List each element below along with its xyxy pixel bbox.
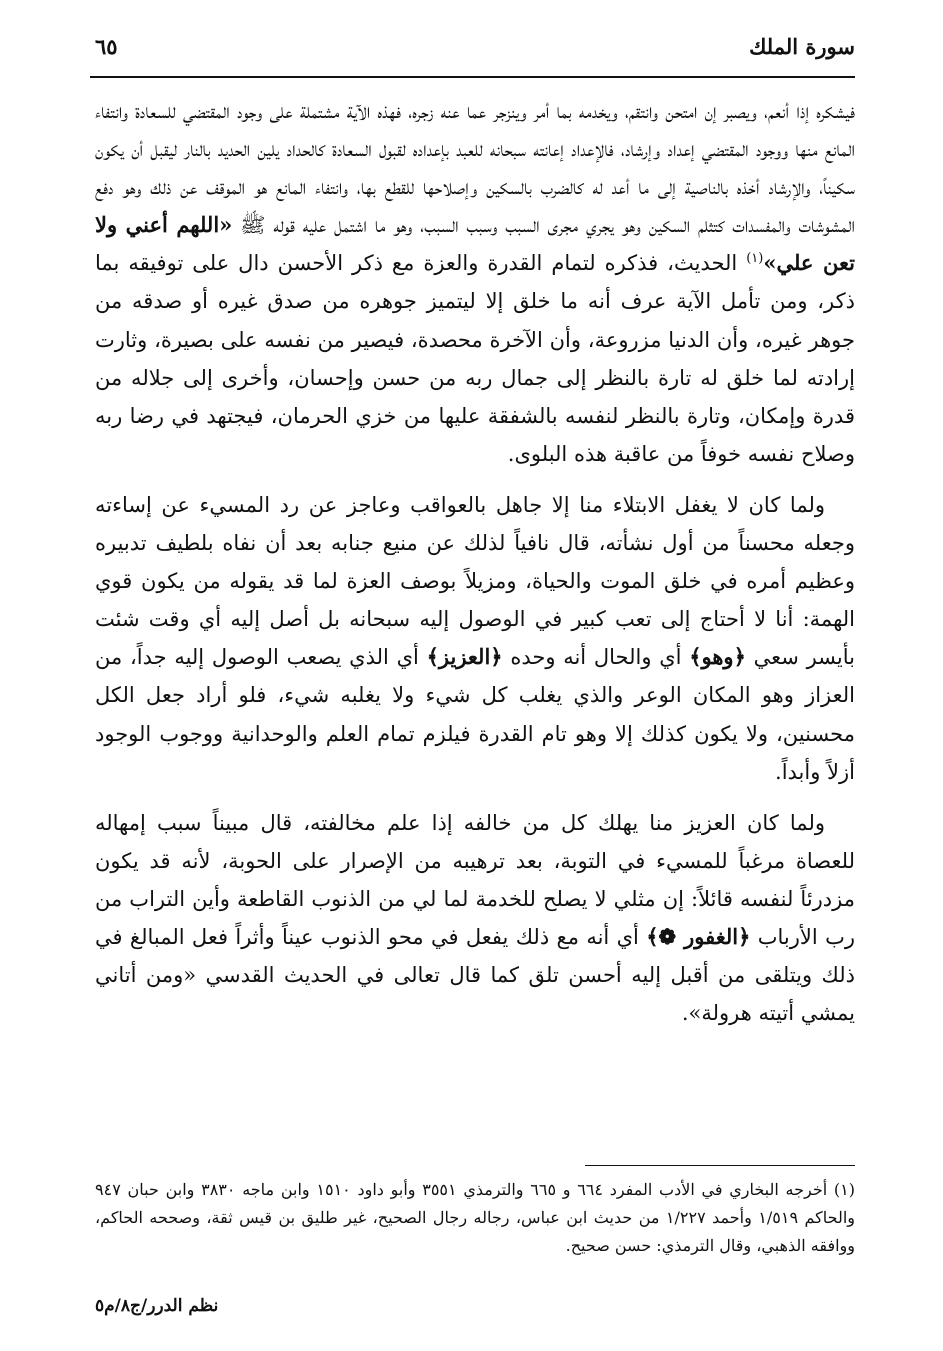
quran-word-wahuwa: ﴿وهو﴾	[689, 644, 746, 670]
header-rule	[90, 76, 855, 78]
p2-text-a: ولما كان لا يغفل الابتلاء منا إلا جاهل بالعواقب وعاجز عن رد المسيء عن إساءته وجعله محسناً من أول نشأته، قال نافياً لذلك عن منيع جنابه بعد أن نفاه بلطيف تدبيره وعظيم أمره في خلق الموت والحياة، ومزيلاً بوصف العزة لما قد يقوله من يكون قوي الهمة: أنا لا أحتاج إلى تعب كبير في الوصول إليه سبحانه بل أصل إليه أي وقت شئت بأيسر سعي	[95, 492, 855, 670]
page-number: ٦٥	[95, 34, 118, 59]
paragraph-1	[95, 92, 855, 473]
paragraph-2	[95, 486, 855, 791]
footnote-1: (١) أخرجه البخاري في الأدب المفرد ٦٦٤ و ٦٦٥ والترمذي ٣٥٥١ وأبو داود ١٥١٠ وابن ماجه ٣٨٣٠ وابن حبان ٩٤٧ والحاكم ١/٥١٩ وأحمد ١/٢٢٧ من حديث ابن عباس، رجاله رجال الصحيح، غير طليق بن قيس ثقة، وصححه الحاكم، ووافقه الذهبي، وقال الترمذي: حسن صحيح.	[95, 1180, 855, 1255]
footnote-ref: (١)	[746, 251, 764, 267]
p3-text-b: أي أنه مع ذلك يفعل في محو الذنوب عيناً وأثراً فعل المبالغ في ذلك ويتلقى من أقبل إليه أحسن تلق كما قال تعالى في الحديث القدسي «ومن أتاني يمشي أتيته هرولة».	[95, 924, 855, 1026]
footnote-rule	[585, 1165, 855, 1166]
print-signature: نظم الدرر/ج٨/م٥	[95, 1296, 219, 1316]
paragraph-3	[95, 804, 855, 1033]
p2-text-b: أي والحال أنه وحده	[502, 645, 690, 670]
main-text	[95, 92, 855, 1032]
quran-word-alghafur: ﴿الغفور ❁﴾	[646, 923, 751, 949]
hadith-quote: «اللهم أعني ولا تعن علي»	[95, 212, 855, 276]
p3-text-a: ولما كان العزيز منا يهلك كل من خالفه إذا علم مخالفته، قال مبيناً سبب إمهاله للعصاة مرغباً للمسيء في التوبة، بعد ترهيبه من الإصرار على الحوبة، لأنه قد يكون مزدرئاً لنفسه قائلاً: إن مثلي لا يصلح للخدمة لما لي من الذنوب القاطعة وأين التراب من رب الأرباب	[95, 810, 855, 949]
p1-text-a: فيشكره إذا أنعم، ويصبر إن امتحن وانتقم، ويخدمه بما أمر وينزجر عما عنه زجره، فهذه الآية مشتملة على وجود المقتضي للسعادة وانتفاء المانع منها ووجود المقتضي إعداد وإرشاد، فالإعداد إعانته سبحانه للعبد بإعداده لقبول السعادة كالحداد يلين الحديد بالنار ليقبل أن يكون سكيناً، والإرشاد أخذه بالناصية إلى ما أعد له كالضرب بالسكين وإصلاحها للقطع بها، وانتفاء المانع هو الموقف عن ذلك وهو دفع المشوشات والمفسدات كتثلم السكين وهو يجري مجرى السبب وسبب السبب، وهو ما اشتمل عليه قوله ﷺ	[95, 99, 855, 238]
p2-text-c: أي الذي يصعب الوصول إليه جداً، من العزاز وهو المكان الوعر والذي يغلب كل شيء ولا يغلبه شيء، فلو أراد جعل الكل محسنين، ولا يكون كذلك إلا وهو تام القدرة فيلزم تمام العلم والوحدانية ووجوب الوجود أزلاً وأبداً.	[95, 645, 855, 784]
footnotes	[95, 1176, 855, 1260]
running-header-surah: سورة الملك	[749, 34, 855, 59]
p1-text-b: الحديث، فذكره لتمام القدرة والعزة مع ذكر الأحسن دال على توفيقه بما ذكر، ومن تأمل الآية عرف أنه ما خلق إلا ليتميز جوهره من صدق غيره أو صدقه من جوهر غيره، وأن الدنيا مزروعة، وأن الآخرة محصدة، فيصير من نفسه على بصيرة، وثارت إرادته لما خلق له تارة بالنظر إلى جمال ربه من حسن وإحسان، وأخرى إلى جلاله من قدرة وإمكان، وتارة بالنظر لنفسه بالشفقة عليها من خزي الحرمان، فيجتهد في رضا ربه وصلاح نفسه خوفاً من عاقبة هذه البلوى.	[95, 251, 855, 466]
quran-word-alaziz: ﴿العزيز﴾	[426, 644, 503, 670]
